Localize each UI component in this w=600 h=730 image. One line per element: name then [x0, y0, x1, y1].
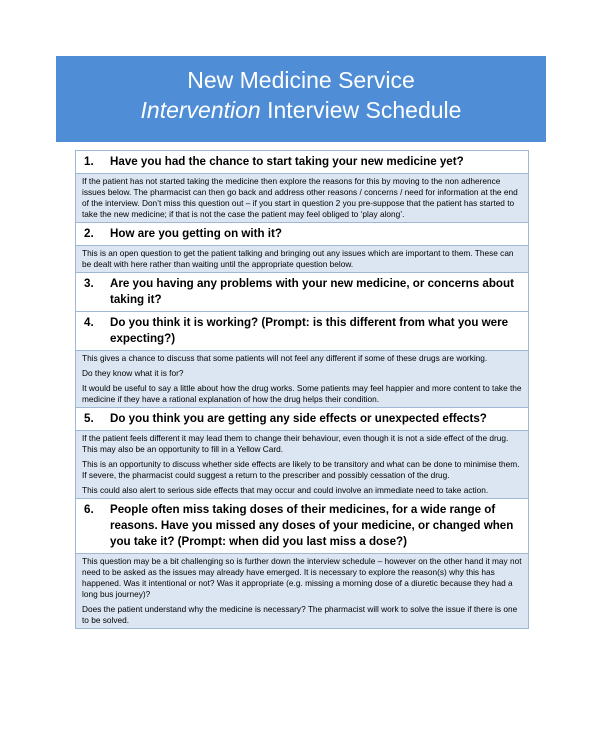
question-number: 2. — [84, 227, 94, 240]
question-row-6 — [75, 499, 529, 554]
question-row-3 — [75, 273, 529, 312]
question-row-2 — [75, 223, 529, 246]
question-text: How are you getting on with it? — [110, 227, 282, 240]
question-text: People often miss taking doses of their medicines, for a wide range of reasons. Have you missed any doses of your medicine, or changed when you take it? (Prompt: when did you last miss a dose?) — [110, 503, 514, 548]
guidance-row-5 — [75, 431, 529, 499]
guidance-paragraph: If the patient feels different it may lead them to change their behaviour, even though it is not a side effect of the drug. This may also be an opportunity to fill in a Yellow Card. — [82, 433, 509, 454]
guidance-row-2 — [75, 246, 529, 273]
question-text: Do you think you are getting any side effects or unexpected effects? — [110, 412, 487, 425]
guidance-row-6 — [75, 554, 529, 629]
question-row-1 — [75, 150, 529, 174]
question-number: 6. — [84, 503, 94, 516]
title-line-2-rest: Interview Schedule — [260, 97, 462, 123]
question-text: Are you having any problems with your new medicine, or concerns about taking it? — [110, 277, 514, 306]
guidance-row-4 — [75, 351, 529, 408]
guidance-paragraph: This is an opportunity to discuss whether side effects are likely to be transitory and what can be done to minimise them. If severe, the pharmacist could suggest a return to the prescriber and possibly cessation of the drug. — [82, 459, 520, 480]
question-row-5 — [75, 408, 529, 431]
guidance-row-1 — [75, 174, 529, 223]
question-number: 4. — [84, 316, 94, 329]
guidance-paragraph: This could also alert to serious side effects that may occur and could involve an immediate need to take action. — [82, 485, 489, 495]
guidance-paragraph: Does the patient understand why the medicine is necessary? The pharmacist will work to solve the issue if there is one to be solved. — [82, 604, 518, 625]
question-number: 5. — [84, 412, 94, 425]
guidance-paragraph: This is an open question to get the patient talking and bringing out any issues which are important to them. These can be dealt with here rather than waiting until the appropriate question below. — [82, 248, 514, 269]
interview-schedule-table — [75, 150, 529, 629]
title-line-1: New Medicine Service — [187, 67, 415, 93]
guidance-paragraph: This question may be a bit challenging so is further down the interview schedule – however on the other hand it may not need to be asked as the issues may already have emerged. It is necessary to explore the reason(s) why this has happened. Was it intentional or not? Was it appropriate (e.g. missing a morning dose of a diuretic because they had a long bus journey)? — [82, 556, 522, 599]
question-text: Have you had the chance to start taking your new medicine yet? — [110, 155, 464, 168]
title-line-2 — [56, 96, 546, 124]
guidance-paragraph: It would be useful to say a little about how the drug works. Some patients may feel happier and more content to take the medicine if they have a rational explanation of how the drug helps their condition. — [82, 383, 522, 404]
question-number: 1. — [84, 155, 94, 168]
document-title-banner — [56, 56, 546, 142]
question-row-4 — [75, 312, 529, 351]
title-italic-word: Intervention — [140, 97, 261, 123]
guidance-paragraph: This gives a chance to discuss that some patients will not feel any different if some of these drugs are working. — [82, 353, 488, 363]
guidance-paragraph: If the patient has not started taking the medicine then explore the reasons for this by moving to the non adherence issues below. The pharmacist can then go back and address other reasons / concerns / need for information at the end of the interview. Don’t miss this question out – if you start in question 2 you pre-suppose that the patient has started to take the new medicine; if that is not the case the patient may feel obliged to ‘play along’. — [82, 176, 518, 219]
question-text: Do you think it is working? (Prompt: is this different from what you were expecting?) — [110, 316, 509, 345]
question-number: 3. — [84, 277, 94, 290]
guidance-paragraph: Do they know what it is for? — [82, 368, 184, 378]
